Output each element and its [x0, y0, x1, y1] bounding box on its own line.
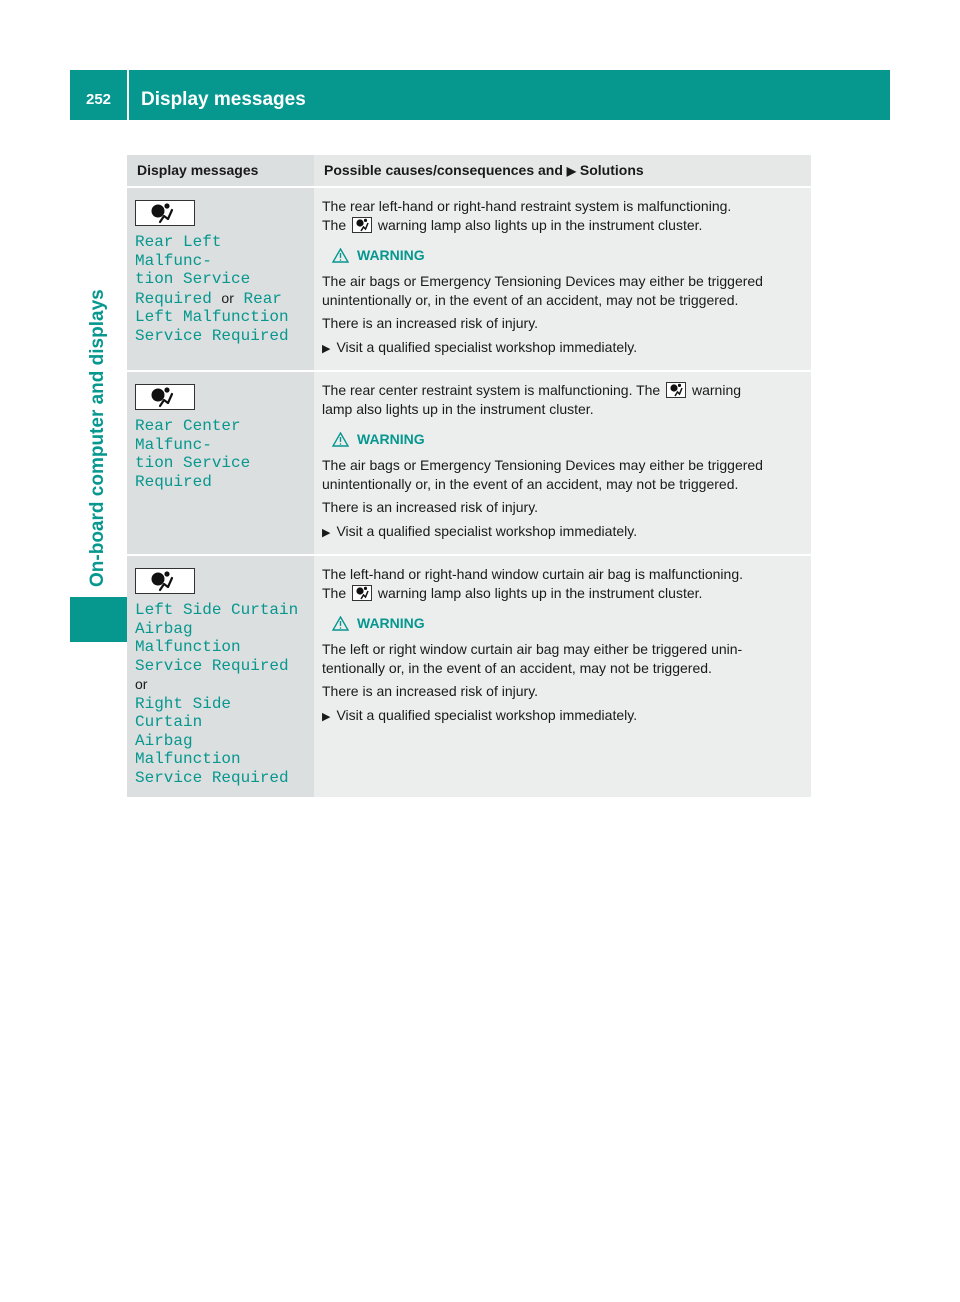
message-line: Service Required	[135, 326, 289, 345]
message-line	[135, 289, 306, 309]
step-text: Visit a qualified specialist workshop immediately.	[336, 523, 638, 539]
cause-text	[322, 216, 803, 235]
table-row	[127, 186, 811, 370]
display-message-code	[135, 601, 306, 787]
solution-step	[322, 338, 803, 359]
step-text: Visit a qualified specialist workshop immediately.	[336, 707, 638, 723]
message-text: Service Required	[135, 656, 289, 675]
warning-label: WARNING	[357, 615, 425, 631]
warning-text: The air bags or Emergency Tensioning Devices may either be triggered	[322, 273, 763, 289]
message-line: Required	[135, 472, 212, 491]
message-line: tion Service	[135, 270, 251, 288]
message-cell	[127, 188, 314, 370]
airbag-warning-icon	[135, 200, 195, 226]
cause-text	[322, 584, 803, 603]
column-header-messages: Display messages	[127, 155, 314, 186]
step-arrow-icon: ▶	[322, 711, 331, 723]
message-line: Left Malfunction	[135, 308, 289, 326]
page-number: 252	[85, 91, 112, 108]
message-cell	[127, 556, 314, 797]
solution-cell	[314, 188, 811, 370]
warning-triangle-icon	[332, 616, 349, 631]
message-line: Right Side Curtain	[135, 694, 232, 731]
solution-cell	[314, 372, 811, 554]
step-arrow-icon: ▶	[322, 527, 331, 539]
risk-text: There is an increased risk of injury.	[322, 683, 539, 699]
page-header	[70, 70, 890, 120]
warning-text: The left or right window curtain air bag may either be triggered unin-	[322, 641, 743, 657]
warning-text: The air bags or Emergency Tensioning Devices may either be triggered	[322, 457, 763, 473]
arrow-icon: ▶	[566, 164, 577, 178]
cause-text	[322, 381, 803, 400]
text-part: warning	[692, 382, 742, 398]
page-title: Display messages	[141, 89, 306, 110]
solution-step	[322, 706, 803, 727]
step-arrow-icon: ▶	[322, 343, 331, 355]
warning-heading	[322, 246, 803, 265]
message-text: Required	[135, 289, 212, 308]
text-part: The rear center restraint system is malfunctioning. The	[322, 382, 661, 398]
column-header-causes-text: Possible causes/consequences and	[324, 162, 563, 178]
message-text: Rear	[243, 289, 282, 308]
display-message-code	[135, 417, 306, 491]
airbag-warning-icon	[135, 384, 195, 410]
solution-cell	[314, 556, 811, 797]
message-line	[135, 657, 306, 695]
table-row	[127, 554, 811, 797]
side-tab-label: On-board computer and displays	[87, 289, 108, 587]
warning-text: tentionally or, in the event of an accident, may not be triggered.	[322, 660, 712, 676]
or-label: or	[135, 676, 148, 692]
message-line: Service Required	[135, 768, 289, 787]
risk-text: There is an increased risk of injury.	[322, 315, 539, 331]
warning-triangle-icon	[332, 248, 349, 263]
message-line: Left Side Curtain	[135, 601, 299, 619]
message-line: Rear Left Malfunc‐	[135, 233, 222, 270]
risk-text: There is an increased risk of injury.	[322, 499, 539, 515]
display-message-code	[135, 233, 306, 345]
message-cell	[127, 372, 314, 554]
column-header-solutions-text: Solutions	[579, 162, 644, 178]
cause-text: lamp also lights up in the instrument cluster.	[322, 401, 594, 417]
warning-heading	[322, 430, 803, 449]
header-divider	[127, 70, 129, 120]
column-header-causes	[314, 155, 811, 186]
message-line: Rear Center Malfunc‐	[135, 417, 241, 454]
warning-text: unintentionally or, in the event of an accident, may not be triggered.	[322, 292, 739, 308]
solution-step	[322, 522, 803, 543]
display-messages-table	[127, 155, 811, 797]
text-part: The	[322, 217, 347, 233]
airbag-warning-icon	[666, 382, 686, 398]
cause-text: The left-hand or right-hand window curtain air bag is malfunctioning.	[322, 566, 744, 582]
airbag-warning-icon	[135, 568, 195, 594]
airbag-warning-icon	[352, 217, 372, 233]
warning-label: WARNING	[357, 431, 425, 447]
table-row	[127, 370, 811, 554]
side-tab-block	[70, 597, 127, 642]
message-line: Airbag Malfunction	[135, 731, 241, 768]
or-label: or	[221, 289, 234, 306]
step-text: Visit a qualified specialist workshop immediately.	[336, 339, 638, 355]
message-line: tion Service	[135, 454, 251, 472]
text-part: warning lamp also lights up in the instrument cluster.	[377, 585, 703, 601]
warning-triangle-icon	[332, 432, 349, 447]
airbag-warning-icon	[352, 585, 372, 601]
warning-text: unintentionally or, in the event of an accident, may not be triggered.	[322, 476, 739, 492]
message-line: Airbag Malfunction	[135, 619, 241, 656]
text-part: The	[322, 585, 347, 601]
table-header	[127, 155, 811, 186]
text-part: warning lamp also lights up in the instrument cluster.	[377, 217, 703, 233]
cause-text: The rear left-hand or right-hand restraint system is malfunctioning.	[322, 198, 732, 214]
warning-heading	[322, 614, 803, 633]
warning-label: WARNING	[357, 247, 425, 263]
